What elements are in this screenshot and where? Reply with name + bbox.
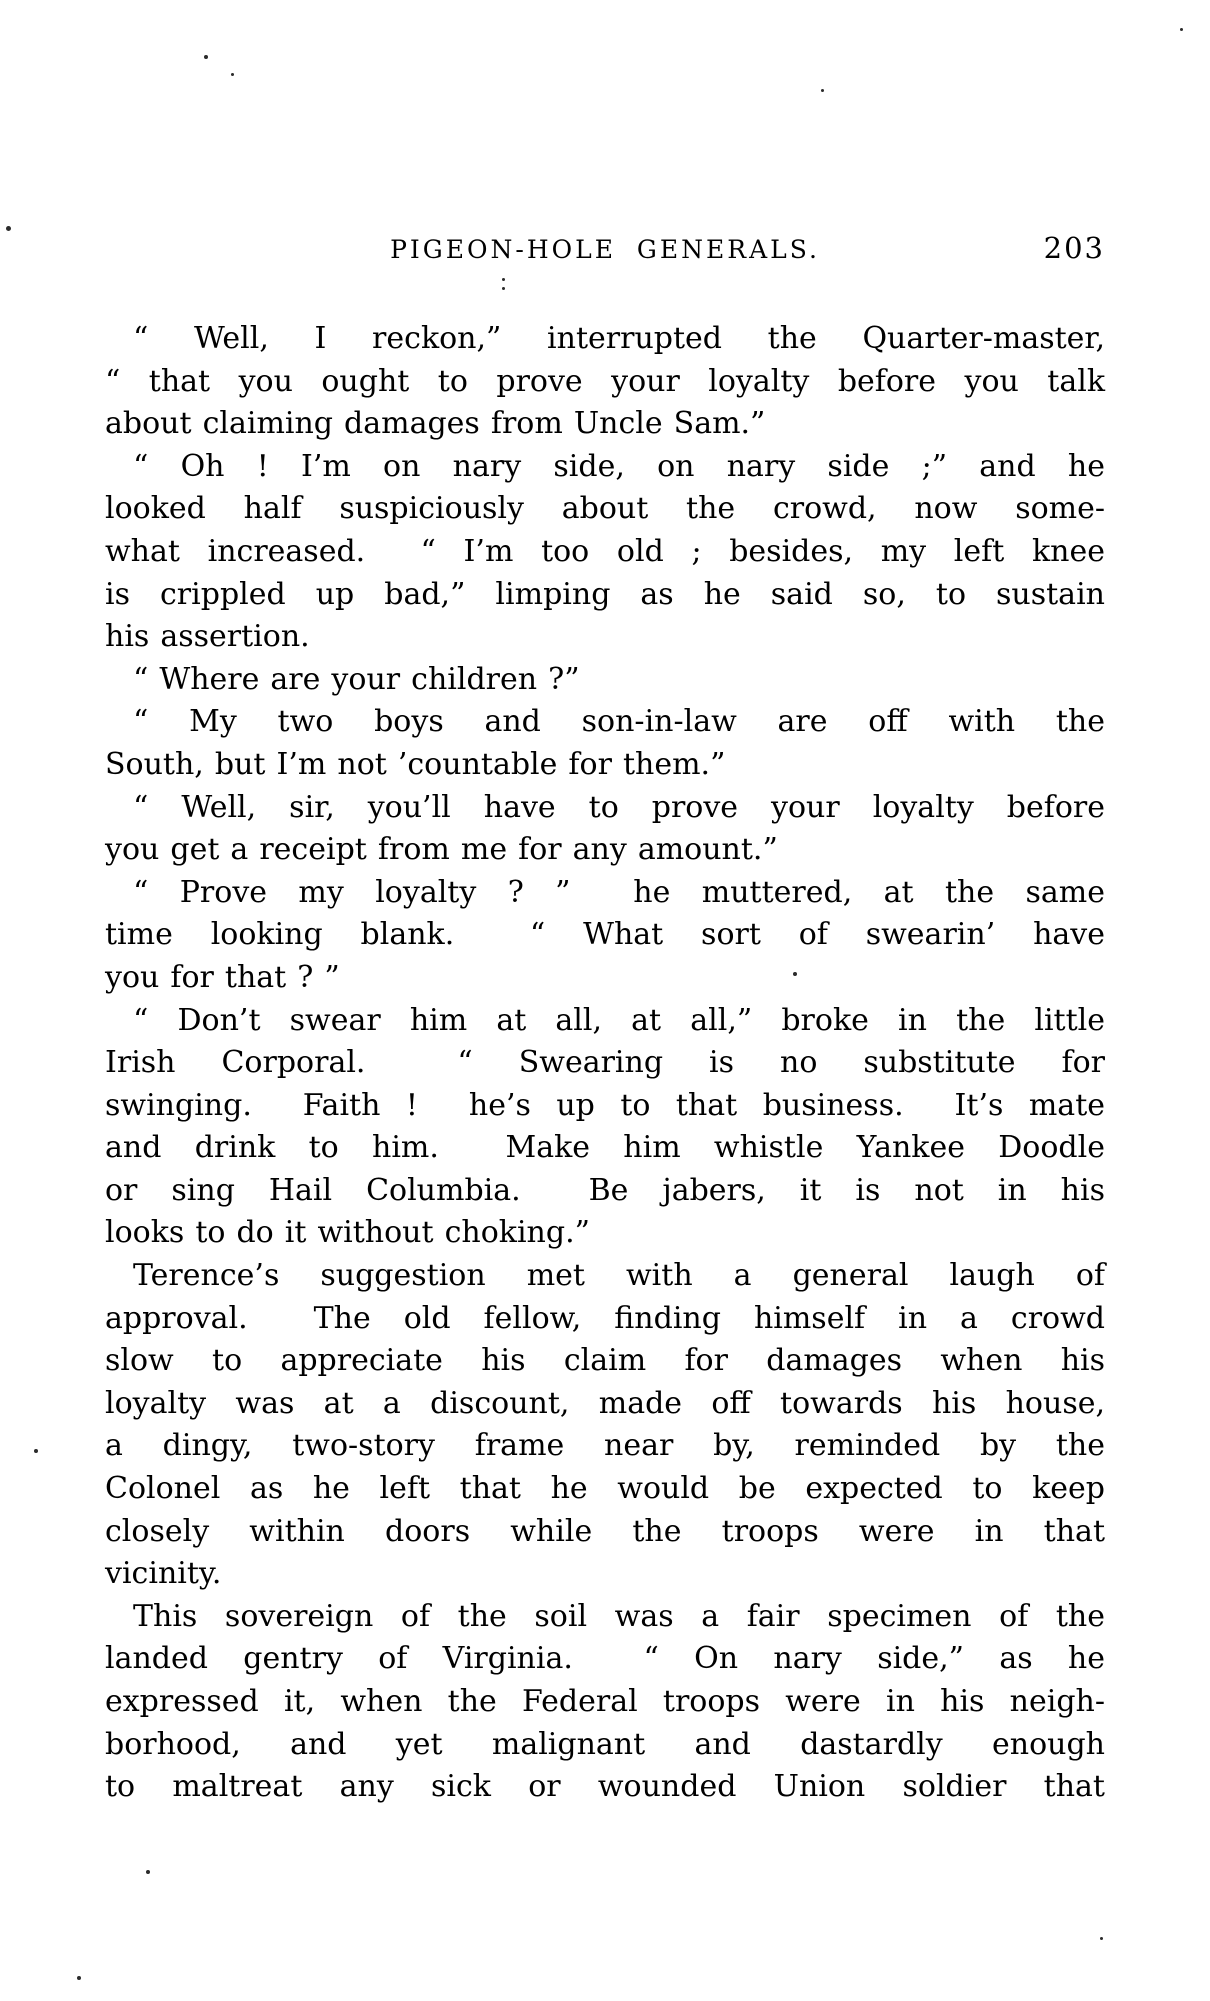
text-line: “ Well, I reckon,” interrupted the Quarter-master,: [133, 321, 1105, 356]
scan-speck: [34, 1449, 38, 1453]
text-line: looks to do it without choking.”: [105, 1215, 590, 1251]
text-line: swinging. Faith ! he’s up to that business. It’s mate: [105, 1087, 1105, 1123]
scan-speck: [146, 1870, 150, 1874]
text-line: “ Well, sir, you’ll have to prove your loyalty before: [133, 789, 1105, 825]
text-line: landed gentry of Virginia. “ On nary side,” as he: [105, 1641, 1105, 1677]
text-line: about claiming damages from Uncle Sam.”: [105, 406, 766, 442]
text-line: “ Where are your children ?”: [133, 661, 580, 697]
scan-speck: [204, 55, 208, 59]
body-text: [105, 318, 1105, 1809]
text-line: you get a receipt from me for any amount.”: [105, 832, 778, 868]
text-line: Irish Corporal. “ Swearing is no substitute for: [105, 1045, 1105, 1081]
text-line: This sovereign of the soil was a fair specimen of the: [133, 1598, 1105, 1634]
text-line: to maltreat any sick or wounded Union soldier that: [105, 1769, 1105, 1805]
text-line: and drink to him. Make him whistle Yankee Doodle: [105, 1130, 1105, 1166]
text-line: looked half suspiciously about the crowd, now some-: [105, 491, 1105, 527]
text-line: loyalty was at a discount, made off towards his house,: [105, 1385, 1105, 1421]
text-line: “ Oh ! I’m on nary side, on nary side ;” and he: [133, 448, 1105, 484]
text-line: “ My two boys and son-in-law are off with the: [133, 704, 1105, 740]
text-line: you for that ? ”: [105, 959, 340, 995]
text-line: expressed it, when the Federal troops were in his neigh-: [105, 1684, 1105, 1719]
scan-speck: [1180, 28, 1183, 31]
page-header: [105, 231, 1105, 266]
scan-speck: [6, 226, 11, 231]
text-line: his assertion.: [105, 619, 310, 655]
scan-speck: [793, 972, 797, 976]
scan-speck: [1100, 1937, 1103, 1940]
text-line: slow to appreciate his claim for damages when his: [105, 1343, 1105, 1379]
scan-speck: [821, 89, 824, 92]
text-line: “ that you ought to prove your loyalty before you talk: [105, 363, 1105, 399]
text-line: borhood, and yet malignant and dastardly enough: [105, 1726, 1105, 1762]
text-line: vicinity.: [105, 1556, 222, 1592]
text-line: what increased. “ I’m too old ; besides, my left knee: [105, 533, 1105, 569]
scan-speck: [231, 73, 234, 76]
text-line: Colonel as he left that he would be expected to keep: [105, 1471, 1105, 1507]
scan-speck: [77, 1976, 81, 1980]
scan-speck: [502, 278, 505, 281]
text-line: “ Don’t swear him at all, at all,” broke in the little: [133, 1002, 1105, 1038]
running-title: PIGEON-HOLE GENERALS.: [390, 235, 820, 264]
text-line: “ Prove my loyalty ? ” he muttered, at the same: [133, 874, 1105, 910]
text-line: closely within doors while the troops were in that: [105, 1513, 1105, 1549]
text-line: or sing Hail Columbia. Be jabers, it is not in his: [105, 1172, 1105, 1208]
text-line: time looking blank. “ What sort of swearin’ have: [105, 917, 1105, 953]
text-line: is crippled up bad,” limping as he said so, to sustain: [105, 576, 1105, 612]
text-line: Terence’s suggestion met with a general laugh of: [133, 1258, 1105, 1294]
text-line: a dingy, two-story frame near by, reminded by the: [105, 1428, 1105, 1464]
text-line: approval. The old fellow, finding himself in a crowd: [105, 1300, 1105, 1336]
scan-speck: [502, 287, 505, 290]
page-number: 203: [1043, 231, 1105, 265]
text-line: South, but I’m not ’countable for them.”: [105, 746, 726, 782]
